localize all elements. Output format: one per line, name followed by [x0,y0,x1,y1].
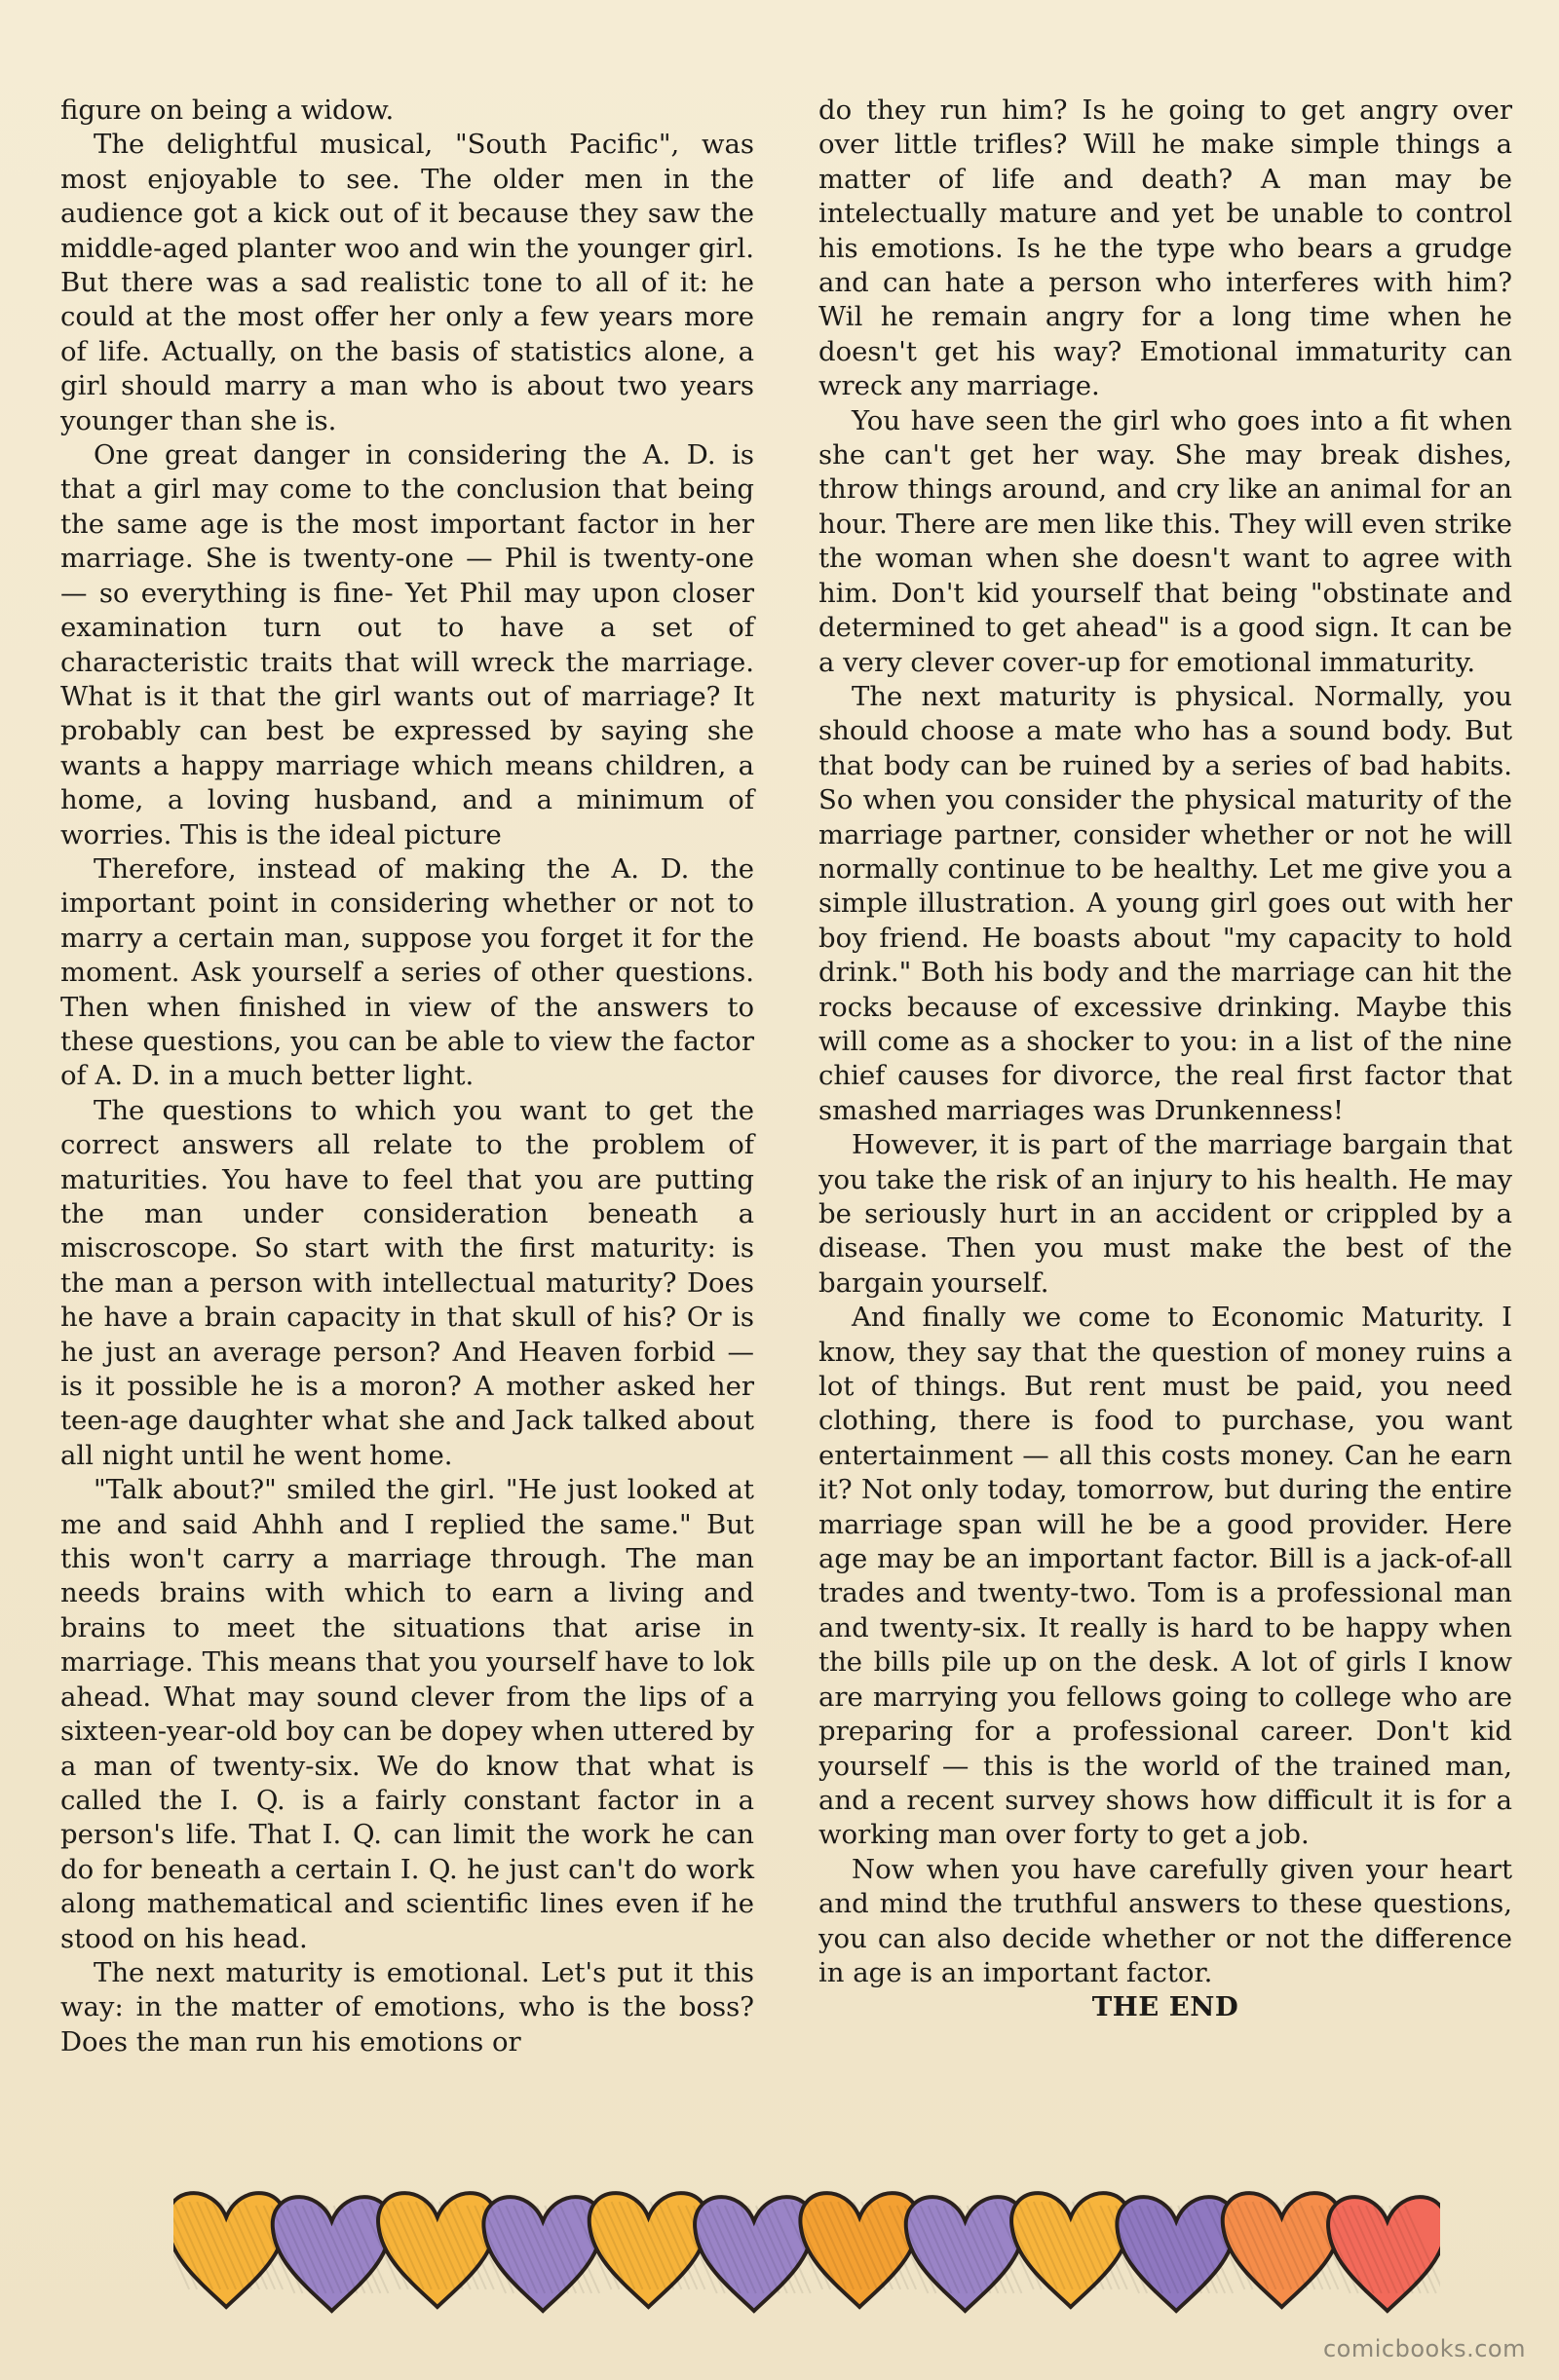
paragraph: You have seen the girl who goes into a fit when she can't get her way. She may break dishes, throw things around, and cry like an animal for an hour. There are men like this. They will even strike the woman when she doesn't want to agree with him. Don't kid yourself that being "obstinate and determined to get ahead" is a good sign. It can be a very clever cover-up for emotional immaturity. [818,404,1512,678]
paragraph: One great danger in considering the A. D. is that a girl may come to the conclusion that being the same age is the most important factor in her marriage. She is twenty-one — Phil is twenty-one — so everything is fine- Yet Phil may upon closer examination turn out to have a set of characteristic traits that will wreck the marriage. What is it that the girl wants out of marriage? It probably can best be expressed by saying she wants a happy marriage which means children, a home, a loving husband, and a minimum of worries. This is the ideal picture [60,439,754,850]
paragraph: However, it is part of the marriage bargain that you take the risk of an injury to his health. He may be seriously hurt in an accident or crippled by a disease. Then you must make the best of the bargain yourself. [818,1129,1512,1299]
paragraph: The questions to which you want to get the correct answers all relate to the problem of maturities. You have to feel that you are putting the man under consideration beneath a miscroscope. So start with the first maturity: is the man a person with intellectual maturity? Does he have a brain capacity in that skull of his? Or is he just an average person? And Heaven forbid — is it possible he is a moron? A mother asked her teen-age daughter what she and Jack talked about all night until he went home. [60,1094,754,1471]
paragraph: The next maturity is emotional. Let's put it this way: in the matter of emotions, who is the boss? Does the man run his emotions or [60,1956,754,2058]
paragraph: Now when you have carefully given your heart and mind the truthful answers to these questions, you can also decide whether or not the difference in age is an important factor. [818,1853,1512,1988]
watermark: comicbooks.com [1322,2335,1526,2362]
paragraph: And finally we come to Economic Maturity. I know, they say that the question of money ruins a lot of things. But rent must be paid, you need clothing, there is food to purchase, you want entertainment — all this costs money. Can he earn it? Not only today, tomorrow, but during the entire marriage span will he be a good provider. Here age may be an important factor. Bill is a jack-of-all trades and twenty-two. Tom is a professional man and twenty-six. It really is hard to be happy when the bills pile up on the desk. A lot of girls I know are marrying you fellows going to college who are preparing for a professional career. Don't kid yourself — this is the world of the trained man, and a recent survey shows how difficult it is for a working man over forty to get a job. [818,1302,1512,1851]
the-end-label: THE END [1091,1991,1239,2023]
paragraph: The delightful musical, "South Pacific", was most enjoyable to see. The older men in the audience got a kick out of it because they saw the middle-aged planter woo and win the younger girl. But there was a sad realistic tone to all of it: he could at the most offer her only a few years more of life. Actually, on the basis of statistics alone, a girl should marry a man who is about two years younger than she is. [60,129,754,436]
heart-icon [173,2193,285,2307]
paragraph: "Talk about?" smiled the girl. "He just looked at me and said Ahhh and I replied the same." But this won't carry a marriage through. The man needs brains with which to earn a living and brains to meet the situations that arise in marriage. This means that you yourself have to lok ahead. What may sound clever from the lips of a sixteen-year-old boy can be dopey when uttered by a man of twenty-six. We do know that what is called the I. Q. is a fairly constant factor in a person's life. That I. Q. can limit the work he can do for beneath a certain I. Q. he just can't do work along mathematical and scientific lines even if he stood on his head. [60,1474,754,1954]
left-text-column [60,94,754,2059]
paragraph: The next maturity is physical. Normally, you should choose a mate who has a sound body. But that body can be ruined by a series of bad habits. So when you consider the physical maturity of the marriage partner, consider whether or not he will normally continue to be healthy. Let me give you a simple illustration. A young girl goes out with her boy friend. He boasts about "my capacity to hold drink." Both his body and the marriage can hit the rocks because of excessive drinking. Maybe this will come as a shocker to you: in a list of the nine chief causes for divorce, the real first factor that smashed marriages was Drunkenness! [818,680,1512,1126]
hearts-svg [173,2174,1440,2321]
hearts-border [173,2174,1440,2321]
paragraph: figure on being a widow. [60,94,395,126]
right-text-column [818,94,1512,2025]
paragraph: Therefore, instead of making the A. D. the important point in considering whether or not to marry a certain man, suppose you forget it for the moment. Ask yourself a series of other questions. Then when finished in view of the answers to these questions, you can be able to view the factor of A. D. in a much better light. [60,852,754,1092]
paragraph: do they run him? Is he going to get angry over over little trifles? Will he make simple things a matter of life and death? A man may be intelectually mature and yet be unable to control his emotions. Is he the type who bears a grudge and can hate a person who interferes with him? Wil he remain angry for a long time when he doesn't get his way? Emotional immaturity can wreck any marriage. [818,94,1512,402]
